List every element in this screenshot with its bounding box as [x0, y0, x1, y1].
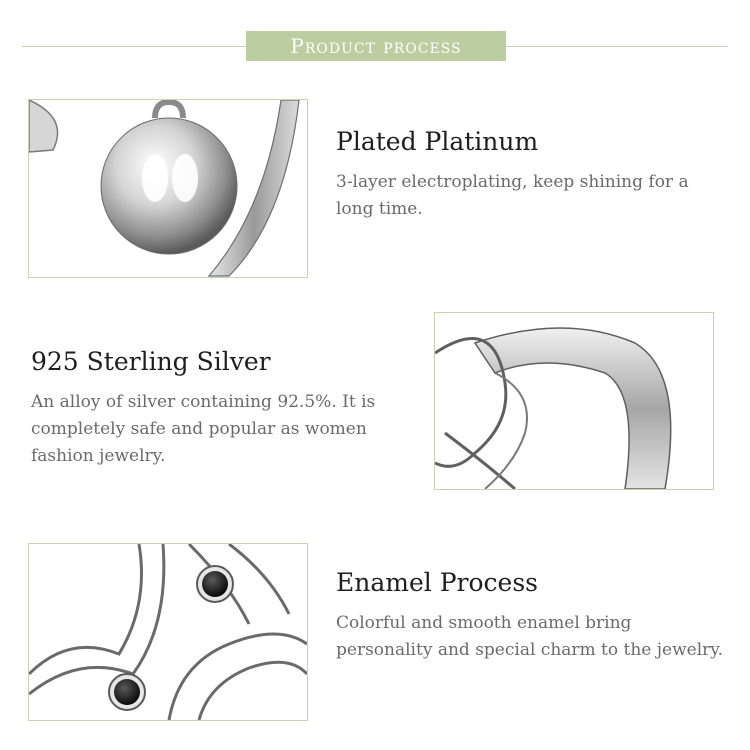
header-rule-right [506, 46, 728, 47]
product-image-plated-platinum [28, 99, 308, 278]
ring-enamel-closeup-graphic [29, 544, 307, 720]
ring-band-closeup-graphic [435, 313, 713, 489]
header-title: Product process [290, 34, 462, 58]
product-image-enamel-process [28, 543, 308, 721]
section-description: An alloy of silver containing 92.5%. It is completely safe and popular as women fashion jewelry. [31, 392, 376, 466]
section-title: Plated Platinum [336, 127, 539, 156]
section-title: 925 Sterling Silver [31, 347, 271, 376]
ring-ball-closeup-graphic [29, 100, 307, 277]
header-banner [246, 31, 506, 61]
section-plated-platinum [336, 127, 726, 223]
header-rule-left [22, 46, 246, 47]
section-sterling-silver [31, 347, 391, 470]
section-description: Colorful and smooth enamel bring personality and special charm to the jewelry. [336, 613, 724, 660]
section-description: 3-layer electroplating, keep shining for a long time. [336, 172, 689, 219]
product-image-sterling-silver [434, 312, 714, 490]
section-title: Enamel Process [336, 568, 538, 597]
section-enamel-process [336, 568, 726, 664]
